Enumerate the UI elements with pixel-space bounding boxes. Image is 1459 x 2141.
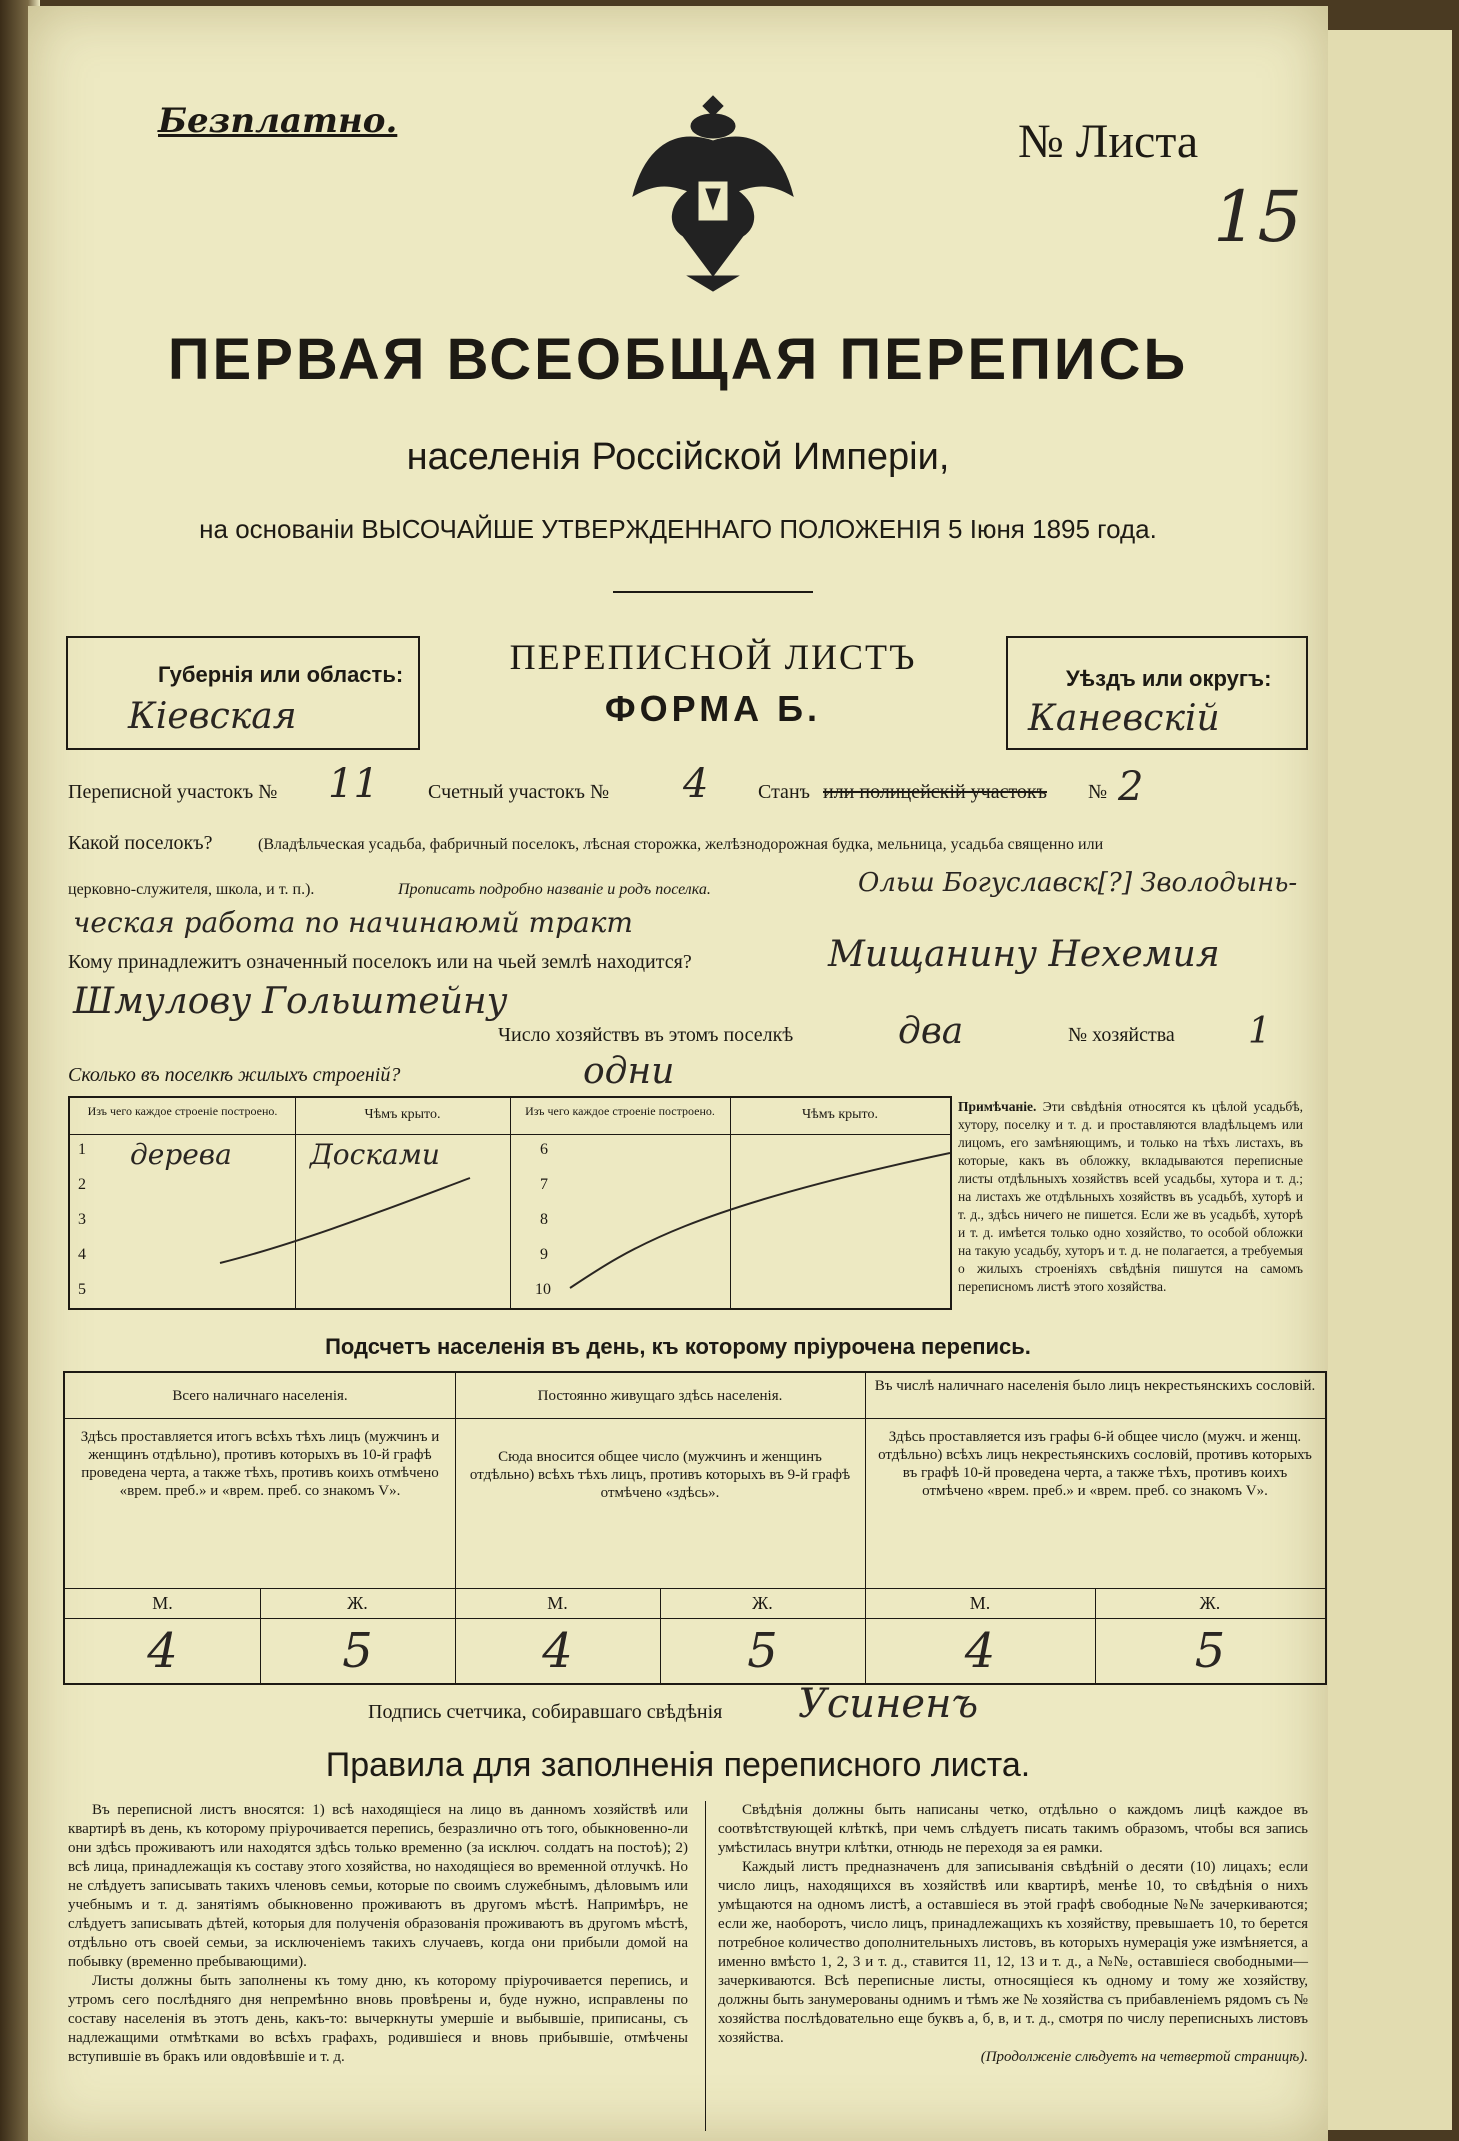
- female-label: Ж.: [752, 1593, 773, 1613]
- signature-value: Усиненъ: [798, 1681, 979, 1727]
- settlement-hint-2: церковно-служителя, школа, и т. п.).: [68, 881, 315, 898]
- divider: [613, 591, 813, 593]
- row-number: 3: [78, 1211, 86, 1228]
- rules-title: Правила для заполненія переписного листа.: [325, 1746, 1031, 1784]
- households-value: два: [898, 1011, 964, 1052]
- counting-district-label: Счетный участокъ №: [428, 781, 610, 803]
- row-number: 2: [78, 1176, 86, 1193]
- census-sheet: [28, 6, 1328, 2141]
- nonpeasant-female: 5: [1194, 1623, 1226, 1679]
- owner-value-2: Шмуловy Гольштейну: [73, 981, 508, 1022]
- province-box: [66, 636, 420, 750]
- nonpeasant-male: 4: [964, 1623, 996, 1679]
- col2-title: Постоянно живущаго здѣсь населенія.: [537, 1388, 783, 1404]
- note-text: Эти свѣдѣнія относятся къ цѣлой усадьбѣ, хутору, поселку и т. д. и проставляются владѣльцемъ или лицомъ, его замѣняющимъ, и только на тѣхъ листахъ, въ которые, какъ въ обложку, вкладываются переписные листы отдѣльныхъ хозяйствъ всей усадьбы, хутора и т. д.; на листахъ же отдѣльныхъ хозяйствъ въ усадьбѣ, хуторѣ и т. д., здѣсь ничего не пишется. Если же въ усадьбѣ, хуторѣ и т. д. имѣется только одно хозяйство, то особой обложки на такую усадьбу, хуторъ и т. д. не полагается, а требуемыя о жилыхъ строеніяхъ свѣдѣнія пишутся на самомъ переписномъ листѣ этого хозяйства.: [958, 1099, 1304, 1294]
- settlement-hint: (Владѣльческая усадьба, фабричный поселокъ, лѣсная сторожка, желѣзнодорожная будка, мельница, усадьба священно или: [258, 836, 1104, 853]
- stan-prefix: №: [1088, 781, 1108, 803]
- buildings-table: [68, 1096, 952, 1310]
- rules-left-p2: Листы должны быть заполнены къ тому дню, къ которому пріурочивается перепись, и утромъ сего послѣдняго дня непремѣнно вновь провѣрены и, буде нужно, исправлены по составу населенія въ этотъ день, какъ-то: вычеркнуты умершіе и выбывшіе, приписаны, съ надлежащими отмѣтками во всѣхъ графахъ, родившіеся и вновь прибывшіе, отмѣчены вступившіе въ бракъ или овдовѣвшіе и т. д.: [68, 1973, 688, 2065]
- col1-title: Всего наличнаго населенія.: [172, 1388, 348, 1404]
- province-label: Губернія или область:: [158, 662, 404, 687]
- row-number: 8: [540, 1211, 548, 1228]
- col-material-2: Изъ чего каждое строеніе построено.: [525, 1104, 715, 1118]
- settlement-value-2: ческая работа по начинаюмй тракт: [73, 906, 633, 939]
- rules-divider: [705, 1801, 706, 2131]
- rules-left-p1: Въ переписной листъ вносятся: 1) всѣ находящіеся на лицо въ данномъ хозяйствѣ или квартирѣ въ день, къ которому пріурочивается перепись, безразлично отъ того, обыкновенно-ли они здѣсь проживаютъ или находятся здѣсь только временно (за исключ. солдатъ на постоѣ); 2) всѣ лица, принадлежащія къ составу этого хозяйства, но находящіеся во временной отлучкѣ. Но не слѣдуетъ записывать такихъ членовъ семьи, которые по своимъ служебнымъ, дѣловымъ или учебнымъ и т. д. занятіямъ обыкновенно проживаютъ въ другомъ мѣстѣ. Напримѣръ, не слѣдуетъ записывать дѣтей, которыя для полученія образованія проживаютъ въ другомъ мѣстѣ, отдѣльно отъ своей семьи, за исключеніемъ такихъ случаевъ, когда они прибыли домой на побывку (временно пребывающими).: [68, 1802, 688, 1970]
- female-label: Ж.: [1199, 1593, 1221, 1613]
- census-district-label: Переписной участокъ №: [68, 781, 278, 803]
- legal-basis: на основаніи ВЫСОЧАЙШЕ УТВЕРЖДЕННАГО ПОЛОЖЕНІЯ 5 Іюня 1895 года.: [199, 514, 1157, 544]
- rules-right-column: [718, 1801, 1308, 2067]
- free-label: Безплатно.: [158, 101, 398, 141]
- counting-district-value: 4: [683, 761, 709, 807]
- rules-continuation: (Продолженіе слѣдуетъ на четвертой страницѣ).: [980, 2049, 1308, 2065]
- col3-text: Здѣсь проставляется изъ графы 6-й общее число (мужч. и женщ. отдѣльно) всѣхъ лицъ некрестьянскихъ сословій, противъ которыхъ въ графѣ 10-й проведена черта, а также тѣхъ, противъ коихъ отмѣчено «врем. преб.» и «врем. преб. со знакомъ V».: [878, 1429, 1312, 1499]
- owner-question: Кому принадлежитъ означенный поселокъ или на чьей землѣ находится?: [68, 951, 692, 973]
- district-value: Каневскій: [1028, 698, 1220, 739]
- col-material: Изъ чего каждое строеніе построено.: [87, 1104, 278, 1118]
- owner-value-1: Мищанину Нехемия: [828, 934, 1220, 975]
- note-block: [958, 1098, 1303, 1296]
- household-number-value: 1: [1248, 1011, 1271, 1052]
- resident-female: 5: [747, 1623, 778, 1679]
- resident-male: 4: [542, 1623, 573, 1679]
- form-name: ФОРМА Б.: [604, 688, 822, 729]
- sheet-number-label: № Листа: [1018, 115, 1199, 168]
- row-number: 9: [540, 1246, 548, 1263]
- district-box: [1006, 636, 1308, 750]
- row1-material: дерева: [130, 1138, 232, 1171]
- buildings-value: одни: [583, 1051, 675, 1092]
- male-label: М.: [152, 1593, 173, 1613]
- households-label: Число хозяйствъ въ этомъ поселкѣ: [498, 1024, 794, 1046]
- row-number: 4: [78, 1246, 86, 1263]
- row-number: 6: [540, 1141, 548, 1158]
- col-roof: Чѣмъ крыто.: [364, 1107, 441, 1122]
- stan-struck-text: или полицейскій участокъ: [823, 781, 1047, 803]
- rules-right-p2: Каждый листъ предназначенъ для записыванія свѣдѣній о десяти (10) лицахъ; если число лицъ, находящихся въ хозяйствѣ или квартирѣ, менѣе 10, то свѣдѣнія о нихъ умѣщаются на одномъ листѣ, а оставшіеся въ этой графѣ свободные №№ зачеркиваются; если же, наоборотъ, число лицъ, принадлежащихъ къ хозяйству, превышаетъ 10, то берется потребное количество дополнительныхъ листовъ, въ которыхъ нумерація уже измѣняется, а именно вмѣсто 1, 2, 3 и т. д., ставится 11, 12, 13 и т. д., а №№, оставшіеся свободными—зачеркиваются. Всѣ переписные листы, относящіеся къ одному и тому же хозяйству, должны быть занумерованы однимъ и тѣмъ же № хозяйства съ прибавленіемъ рядомъ съ № хозяйства послѣдовательно еще буквъ а, б, в, и т. д., смотря по числу переписныхъ листовъ хозяйства.: [718, 1859, 1308, 2046]
- total-male: 4: [147, 1623, 178, 1679]
- row1-roof: Досками: [310, 1138, 440, 1171]
- total-female: 5: [342, 1623, 373, 1679]
- row-number: 1: [78, 1141, 86, 1158]
- form-title-block: [428, 636, 998, 746]
- col1-text: Здѣсь проставляется итогъ всѣхъ тѣхъ лицъ (мужчинъ и женщинъ отдѣльно), противъ которыхъ въ 10-й графѣ проведена черта, а также тѣхъ, противъ коихъ отмѣчено «врем. преб.» и «врем. преб. со знакомъ V».: [80, 1429, 440, 1499]
- page-subtitle: населенія Россійской Имперіи,: [406, 436, 950, 478]
- signature-label: Подпись счетчика, собиравшаго свѣдѣнія: [368, 1701, 723, 1723]
- settlement-value-1: Ольш Богуславск[?] Зволодынь-: [858, 868, 1298, 898]
- population-table: [63, 1371, 1327, 1685]
- census-district-value: 11: [328, 761, 379, 807]
- page-title: ПЕРВАЯ ВСЕОБЩАЯ ПЕРЕПИСЬ: [167, 327, 1189, 392]
- stan-value: 2: [1118, 764, 1144, 810]
- col-roof-2: Чѣмъ крыто.: [802, 1107, 878, 1122]
- col3-title: Въ числѣ наличнаго населенія было лицъ некрестьянскихъ сословій.: [874, 1378, 1316, 1394]
- row-number: 10: [535, 1281, 551, 1298]
- row-number: 5: [78, 1281, 86, 1298]
- male-label: М.: [969, 1593, 991, 1613]
- sheet-number-value: 15: [1213, 176, 1303, 258]
- rules-right-p1: Свѣдѣнія должны быть написаны четко, отдѣльно о каждомъ лицѣ каждое въ соотвѣтствующей клѣткѣ, при чемъ слѣдуетъ писать такимъ образомъ, чтобы вся запись умѣстилась внутри клѣтки, отнюдь не переходя за ея рамки.: [718, 1802, 1308, 1856]
- col2-text: Сюда вносится общее число (мужчинъ и женщинъ отдѣльно) всѣхъ тѣхъ лицъ, противъ которыхъ въ 9-й графѣ отмѣчено «здѣсь».: [469, 1449, 851, 1501]
- population-heading: Подсчетъ населенія въ день, къ которому пріурочена перепись.: [325, 1334, 1031, 1359]
- settlement-question: Какой поселокъ?: [68, 832, 213, 854]
- female-label: Ж.: [347, 1593, 368, 1613]
- settlement-hint-italic: Прописать подробно названіе и родъ поселка.: [398, 881, 711, 898]
- row-number: 7: [540, 1176, 548, 1193]
- district-label: Уѣздъ или округъ:: [1066, 666, 1272, 691]
- rules-left-column: [68, 1801, 688, 2067]
- stan-label: Станъ: [758, 781, 810, 803]
- male-label: М.: [547, 1593, 568, 1613]
- note-title: Примѣчаніе.: [958, 1099, 1037, 1114]
- buildings-question: Сколько въ поселкѣ жилыхъ строеній?: [68, 1064, 401, 1086]
- province-value: Кіевская: [128, 696, 297, 737]
- imperial-eagle-icon: [628, 86, 798, 296]
- household-number-label: № хозяйства: [1068, 1024, 1175, 1046]
- strike-lines: [70, 1098, 950, 1308]
- form-title: ПЕРЕПИСНОЙ ЛИСТЪ: [509, 637, 917, 677]
